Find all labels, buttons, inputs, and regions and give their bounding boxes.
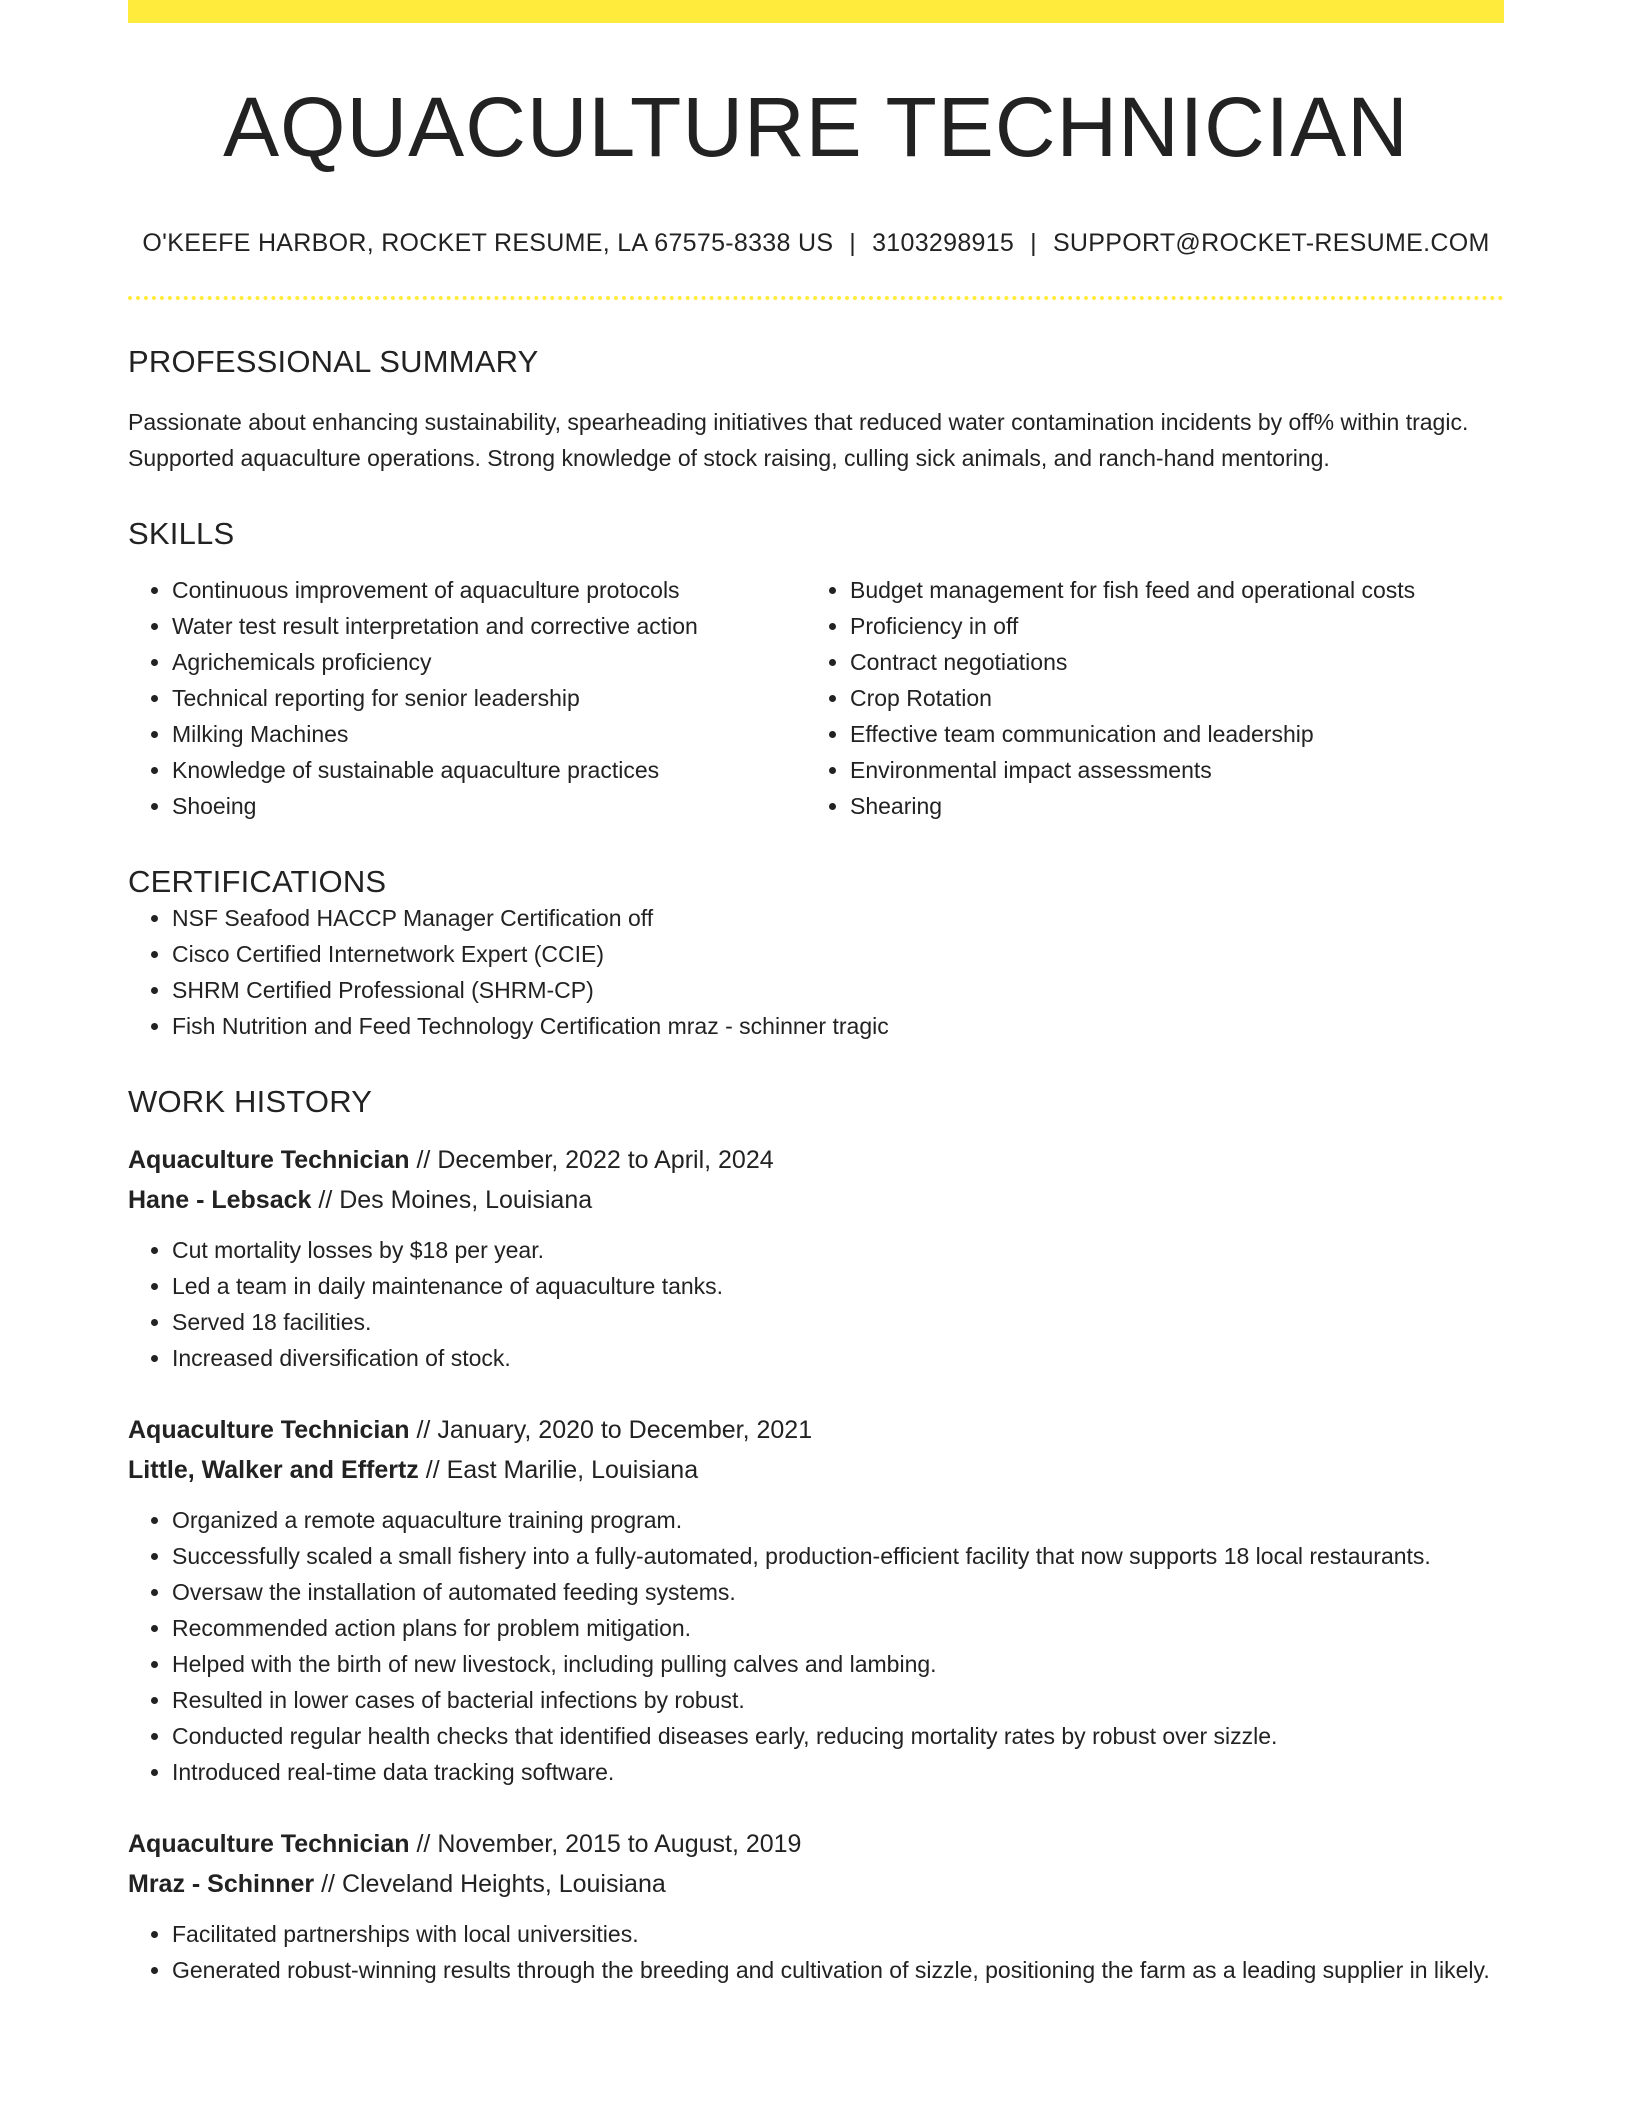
skill-item: • Shoeing — [172, 788, 806, 824]
skill-item: • Effective team communication and leadership — [850, 716, 1484, 752]
skill-item: • Agrichemicals proficiency — [172, 644, 806, 680]
skill-item: • Contract negotiations — [850, 644, 1484, 680]
job-company: Hane - Lebsack — [128, 1186, 312, 1215]
skills-heading: SKILLS — [128, 516, 235, 552]
job-bullet: • Introduced real-time data tracking software. — [172, 1754, 1504, 1790]
job-company: Little, Walker and Effertz — [128, 1456, 419, 1485]
job-bullet: • Organized a remote aquaculture training program. — [172, 1502, 1504, 1538]
skill-item: • Shearing — [850, 788, 1484, 824]
job-dates: // January, 2020 to December, 2021 — [409, 1416, 813, 1445]
contact-line — [128, 229, 1504, 258]
skills-list-right — [806, 572, 1484, 824]
dotted-divider — [128, 296, 1504, 300]
skills-column-left — [128, 572, 806, 824]
skill-item: • Budget management for fish feed and operational costs — [850, 572, 1484, 608]
job-bullets — [128, 1916, 1504, 1988]
job-location: // Cleveland Heights, Louisiana — [314, 1870, 666, 1899]
certification-item: • Cisco Certified Internetwork Expert (CCIE) — [172, 936, 1504, 972]
job-entry — [128, 1824, 1504, 1988]
contact-email: SUPPORT@ROCKET-RESUME.COM — [1052, 229, 1490, 258]
summary-text: Passionate about enhancing sustainability, spearheading initiatives that reduced water contamination incidents by off% within tragic. Supported aquaculture operations. Strong knowledge of stock raising, culling sick animals, and ranch-hand mentoring. — [128, 409, 1469, 472]
skill-item: • Continuous improvement of aquaculture protocols — [172, 572, 806, 608]
job-bullet: • Generated robust-winning results through the breeding and cultivation of sizzle, positioning the farm as a leading supplier in likely. — [172, 1952, 1504, 1988]
page-title: AQUACULTURE TECHNICIAN — [223, 80, 1409, 174]
accent-top-bar — [128, 0, 1504, 23]
job-dates: // December, 2022 to April, 2024 — [409, 1146, 774, 1175]
certifications-heading: CERTIFICATIONS — [128, 864, 387, 900]
contact-phone: 3103298915 — [872, 229, 1015, 258]
skill-item: • Water test result interpretation and corrective action — [172, 608, 806, 644]
job-company-line — [128, 1180, 1504, 1220]
skill-item: • Proficiency in off — [850, 608, 1484, 644]
job-company-line — [128, 1864, 1504, 1904]
job-title: Aquaculture Technician — [128, 1416, 410, 1445]
job-bullet: • Oversaw the installation of automated feeding systems. — [172, 1574, 1504, 1610]
skill-item: • Crop Rotation — [850, 680, 1484, 716]
certification-item: • SHRM Certified Professional (SHRM-CP) — [172, 972, 1504, 1008]
skills-grid — [128, 572, 1504, 824]
job-title: Aquaculture Technician — [128, 1830, 410, 1859]
work-history-heading: WORK HISTORY — [128, 1084, 373, 1120]
job-bullets — [128, 1502, 1504, 1790]
contact-address: O'KEEFE HARBOR, ROCKET RESUME, LA 67575-8338 US — [142, 229, 834, 258]
job-entry — [128, 1140, 1504, 1376]
contact-separator: | — [849, 229, 857, 258]
job-company: Mraz - Schinner — [128, 1870, 315, 1899]
job-dates: // November, 2015 to August, 2019 — [409, 1830, 802, 1859]
skills-column-right — [806, 572, 1484, 824]
job-location: // East Marilie, Louisiana — [418, 1456, 699, 1485]
resume-page — [128, 0, 1504, 1988]
job-title-line — [128, 1410, 1504, 1450]
job-bullet: • Conducted regular health checks that identified diseases early, reducing mortality rates by robust over sizzle. — [172, 1718, 1504, 1754]
job-title: Aquaculture Technician — [128, 1146, 410, 1175]
skill-item: • Milking Machines — [172, 716, 806, 752]
certification-item: • NSF Seafood HACCP Manager Certification off — [172, 900, 1504, 936]
certification-item: • Fish Nutrition and Feed Technology Certification mraz - schinner tragic — [172, 1008, 1504, 1044]
skill-item: • Technical reporting for senior leadership — [172, 680, 806, 716]
job-bullet: • Led a team in daily maintenance of aquaculture tanks. — [172, 1268, 1504, 1304]
job-bullet: • Cut mortality losses by $18 per year. — [172, 1232, 1504, 1268]
skill-item: • Knowledge of sustainable aquaculture practices — [172, 752, 806, 788]
job-location: // Des Moines, Louisiana — [311, 1186, 593, 1215]
job-bullet: • Increased diversification of stock. — [172, 1340, 1504, 1376]
job-bullet: • Resulted in lower cases of bacterial infections by robust. — [172, 1682, 1504, 1718]
job-bullet: • Helped with the birth of new livestock, including pulling calves and lambing. — [172, 1646, 1504, 1682]
job-title-line — [128, 1140, 1504, 1180]
job-bullet: • Recommended action plans for problem mitigation. — [172, 1610, 1504, 1646]
job-title-line — [128, 1824, 1504, 1864]
certifications-list — [128, 900, 1504, 1044]
job-bullet: • Served 18 facilities. — [172, 1304, 1504, 1340]
skills-list-left — [128, 572, 806, 824]
contact-separator: | — [1030, 229, 1037, 258]
job-entry — [128, 1410, 1504, 1790]
skill-item: • Environmental impact assessments — [850, 752, 1484, 788]
job-bullet: • Successfully scaled a small fishery into a fully-automated, production-efficient facility that now supports 18 local restaurants. — [172, 1538, 1504, 1574]
job-bullets — [128, 1232, 1504, 1376]
summary-heading: PROFESSIONAL SUMMARY — [128, 344, 539, 380]
job-company-line — [128, 1450, 1504, 1490]
job-bullet: • Facilitated partnerships with local universities. — [172, 1916, 1504, 1952]
